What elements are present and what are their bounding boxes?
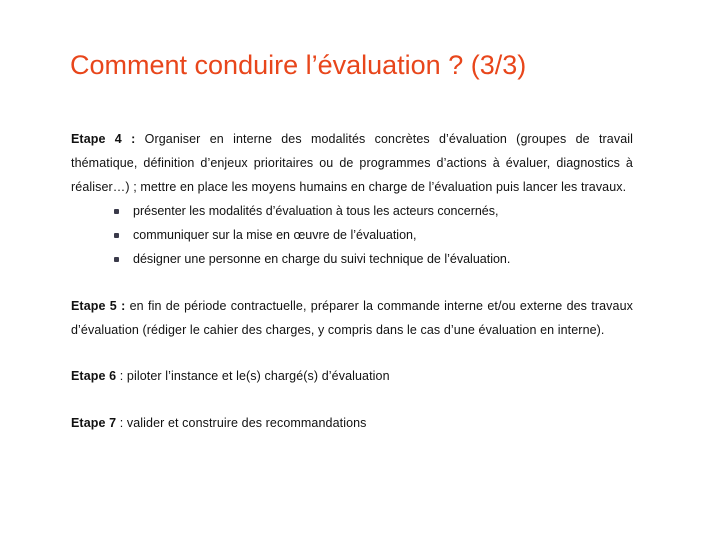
etape-7-paragraph xyxy=(71,411,633,435)
etape-5-paragraph xyxy=(71,294,633,342)
slide-title: Comment conduire l’évaluation ? (3/3) xyxy=(70,50,527,80)
etape-4-text: Organiser en interne des modalités concrètes d’évaluation (groupes de travail thématique, définition d’enjeux prioritaires ou de programmes d’actions à évaluer, diagnostics à réaliser…) ; mettre en place les moyens humains en charge de l’évaluation puis lancer les travaux. xyxy=(71,132,633,194)
bullet-icon xyxy=(114,257,119,262)
slide-body xyxy=(71,127,633,435)
list-item-text: désigner une personne en charge du suivi technique de l’évaluation. xyxy=(133,252,511,266)
list-item-text: présenter les modalités d’évaluation à tous les acteurs concernés, xyxy=(133,204,499,218)
etape-4-paragraph xyxy=(71,127,633,199)
list-item xyxy=(71,247,633,271)
etape-7-text: : valider et construire des recommandations xyxy=(116,416,367,430)
etape-4-label: Etape 4 : xyxy=(71,132,136,146)
etape-7-label: Etape 7 xyxy=(71,416,117,430)
etape-6-label: Etape 6 xyxy=(71,369,117,383)
etape-5-label: Etape 5 : xyxy=(71,299,126,313)
list-item xyxy=(71,199,633,223)
etape-6-paragraph xyxy=(71,364,633,388)
bullet-icon xyxy=(114,233,119,238)
bullet-icon xyxy=(114,209,119,214)
etape-4-bullet-list xyxy=(71,199,633,271)
etape-5-text: en fin de période contractuelle, préparer la commande interne et/ou externe des travaux d’évaluation (rédiger le cahier des charges, y compris dans le cas d’une évaluation en interne). xyxy=(71,299,633,337)
list-item xyxy=(71,223,633,247)
list-item-text: communiquer sur la mise en œuvre de l’évaluation, xyxy=(133,228,417,242)
etape-6-text: : piloter l’instance et le(s) chargé(s) d’évaluation xyxy=(116,369,390,383)
